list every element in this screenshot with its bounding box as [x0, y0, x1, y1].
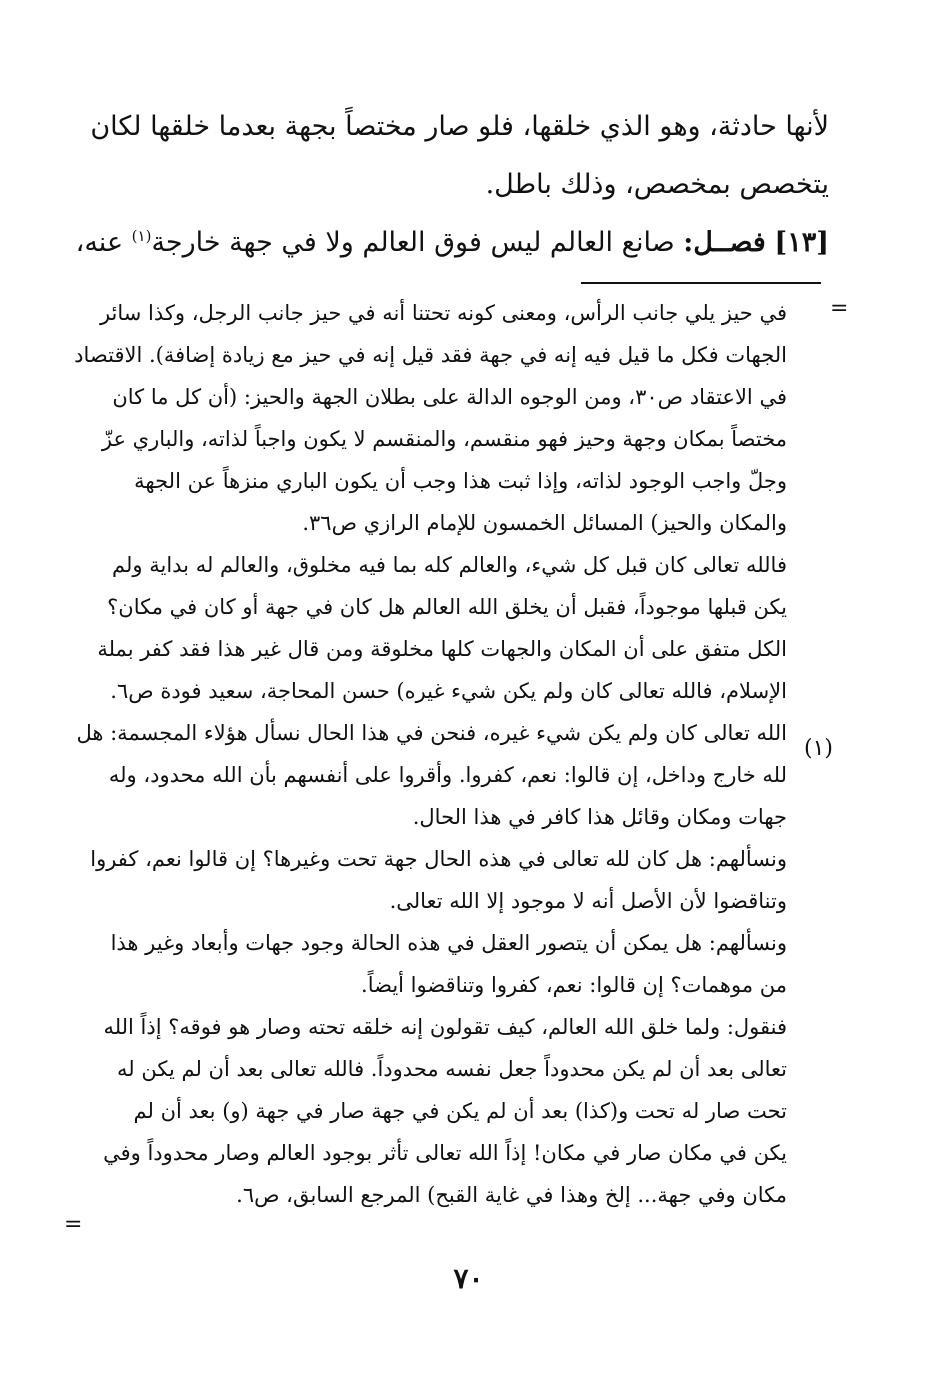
footnote-line: في الاعتقاد ص٣٠، ومن الوجوه الدالة على بطلان الجهة والحيز: (أن كل ما كان	[112, 385, 787, 409]
footnote-line: يكن قبلها موجوداً، فقبل أن يخلق الله العالم هل كان في جهة أو كان في مكان؟	[107, 595, 787, 619]
continued-marker: =	[830, 296, 849, 321]
page-number: ٧٠	[453, 1262, 484, 1295]
footnote-line: وجلّ واجب الوجود لذاته، وإذا ثبت هذا وجب أن يكون الباري منزهاً عن الجهة	[134, 469, 787, 493]
footnote-line: الجهات فكل ما قيل فيه إنه في جهة فقد قيل إنه في حيز مع زيادة إضافة). الاقتصاد	[74, 343, 787, 367]
footnote-1-line: ونسألهم: هل يمكن أن يتصور العقل في هذه الحالة وجود جهات وأبعاد وغير هذا	[110, 931, 787, 955]
footnote-1-line: فنقول: ولما خلق الله العالم، كيف تقولون إنه خلقه تحته وصار هو فوقه؟ إذاً الله	[103, 1015, 787, 1039]
section-number: [١٣]	[774, 227, 829, 258]
section-word: فصــل:	[683, 227, 766, 258]
footnote-line: مختصاً بمكان وجهة وحيز فهو منقسم، والمنقسم لا يكون واجباً لذاته، والباري عزّ	[101, 427, 787, 451]
footnote-1-line: مكان وفي جهة... إلخ وهذا في غاية القبح) المرجع السابق، ص٦.	[236, 1183, 787, 1207]
footnote-line: والمكان والحيز) المسائل الخمسون للإمام الرازي ص٣٦.	[302, 511, 787, 535]
footnote-1-line: لله خارج وداخل، إن قالوا: نعم، كفروا. وأقروا على أنفسهم بأن الله محدود، وله	[108, 763, 787, 787]
footnote-1-line: تحت صار له تحت و(كذا) بعد أن لم يكن في جهة صار في جهة (و) بعد أن لم	[133, 1099, 787, 1123]
footnote-1-line: تعالى بعد أن لم يكن محدوداً جعل نفسه محدوداً. فالله تعالى بعد أن لم يكن له	[117, 1057, 787, 1081]
footnote-1-line: من موهمات؟ إن قالوا: نعم، كفروا وتناقضوا أيضاً.	[361, 973, 787, 997]
footnote-ref[interactable]: (١)	[131, 227, 152, 245]
section-tail: عنه،	[75, 227, 124, 258]
footnote-1-line: الله تعالى كان ولم يكن شيء غيره، فنحن في هذا الحال نسأل هؤلاء المجسمة: هل	[76, 721, 787, 745]
section-text: صانع العالم ليس فوق العالم ولا في جهة خارجة	[151, 227, 675, 258]
footnote-separator	[581, 282, 821, 284]
main-line-2: يتخصص بمخصص، وذلك باطل.	[485, 169, 829, 200]
footnote-1-line: جهات ومكان وقائل هذا كافر في هذا الحال.	[412, 805, 787, 829]
footnote-line: فالله تعالى كان قبل كل شيء، والعالم كله بما فيه مخلوق، والعالم له بداية ولم	[112, 553, 787, 577]
footnote-line: في حيز يلي جانب الرأس، ومعنى كونه تحتنا أنه في حيز جانب الرجل، وكذا سائر	[99, 301, 787, 325]
footnote-1-line: ونسألهم: هل كان لله تعالى في هذه الحال جهة تحت وغيرها؟ إن قالوا نعم، كفروا	[90, 847, 787, 871]
footnotes	[74, 292, 787, 1216]
main-line-1: لأنها حادثة، وهو الذي خلقها، فلو صار مختصاً بجهة بعدما خلقها لكان	[90, 111, 829, 142]
footnote-line: الكل متفق على أن المكان والجهات كلها مخلوقة ومن قال غير هذا فقد كفر بملة	[97, 637, 787, 661]
main-text	[75, 98, 829, 272]
section-heading	[75, 214, 829, 272]
footnote-1-line: وتناقضوا لأن الأصل أنه لا موجود إلا الله تعالى.	[389, 889, 787, 913]
footnote-1-marker: (١)	[803, 736, 833, 761]
footnote-1-line: يكن في مكان صار في مكان! إذاً الله تعالى تأثر بوجود العالم وصار محدوداً وفي	[103, 1141, 787, 1165]
footnote-line: الإسلام، فالله تعالى كان ولم يكن شيء غيره) حسن المحاجة، سعيد فودة ص٦.	[110, 679, 787, 703]
continues-marker: =	[64, 1212, 83, 1237]
